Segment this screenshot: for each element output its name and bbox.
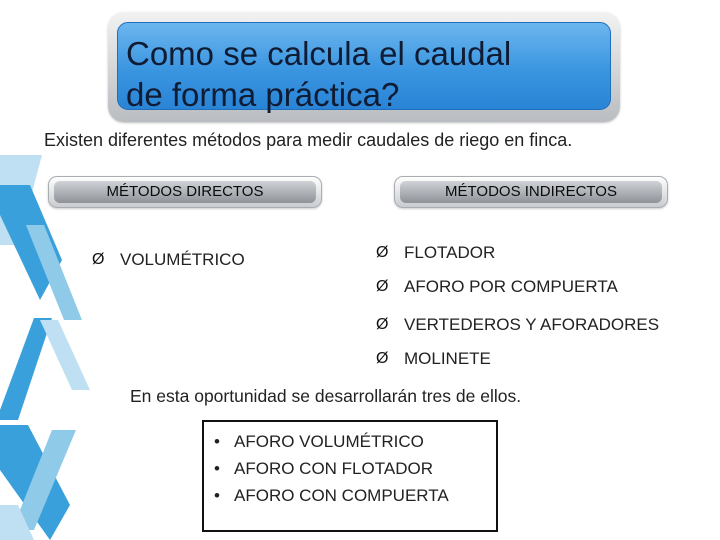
decorative-chevrons [0, 0, 110, 540]
list-item [376, 277, 659, 315]
direct-methods-button[interactable] [48, 176, 322, 208]
intro-text: Existen diferentes métodos para medir caudales de riego en finca. [44, 130, 573, 150]
list-item-label: FLOTADOR [404, 243, 496, 262]
bullet-dot-icon: • [214, 486, 220, 505]
indirect-methods-label: MÉTODOS INDIRECTOS [400, 181, 662, 203]
list-item-label: MOLINETE [404, 349, 491, 368]
note-text: En esta oportunidad se desarrollarán tres de ellos. [130, 386, 522, 406]
chevron-shape [0, 318, 52, 420]
list-item-label: VOLUMÉTRICO [120, 250, 245, 269]
title-line-1: Como se calcula el caudal [126, 35, 512, 72]
arrow-bullet-icon: Ø [376, 350, 389, 367]
list-item [376, 243, 659, 277]
indirect-methods-button[interactable] [394, 176, 668, 208]
selected-methods-list [204, 422, 496, 509]
list-item [376, 349, 659, 383]
list-item-label: AFORO POR COMPUERTA [404, 277, 618, 296]
title-panel [117, 22, 611, 113]
direct-methods-label: MÉTODOS DIRECTOS [54, 181, 316, 203]
bullet-dot-icon: • [214, 459, 220, 478]
list-item [214, 428, 496, 455]
list-item-label: VERTEDEROS Y AFORADORES [404, 315, 660, 334]
title-line-2: de forma práctica? [126, 76, 400, 113]
bullet-dot-icon: • [214, 432, 220, 451]
chevron-shape [40, 320, 90, 390]
title-banner [108, 12, 620, 122]
arrow-bullet-icon: Ø [376, 278, 389, 295]
list-item-label: AFORO CON FLOTADOR [234, 459, 433, 478]
arrow-bullet-icon: Ø [376, 244, 389, 261]
arrow-bullet-icon: Ø [92, 251, 105, 268]
list-item [92, 250, 245, 270]
selected-methods-box [202, 420, 498, 532]
list-item [214, 455, 496, 482]
list-item [214, 482, 496, 509]
list-item-label: AFORO VOLUMÉTRICO [234, 432, 424, 451]
list-item [376, 315, 659, 349]
list-item-label: AFORO CON COMPUERTA [234, 486, 449, 505]
direct-methods-list [92, 250, 245, 270]
arrow-bullet-icon: Ø [376, 316, 389, 333]
indirect-methods-list [376, 243, 659, 383]
